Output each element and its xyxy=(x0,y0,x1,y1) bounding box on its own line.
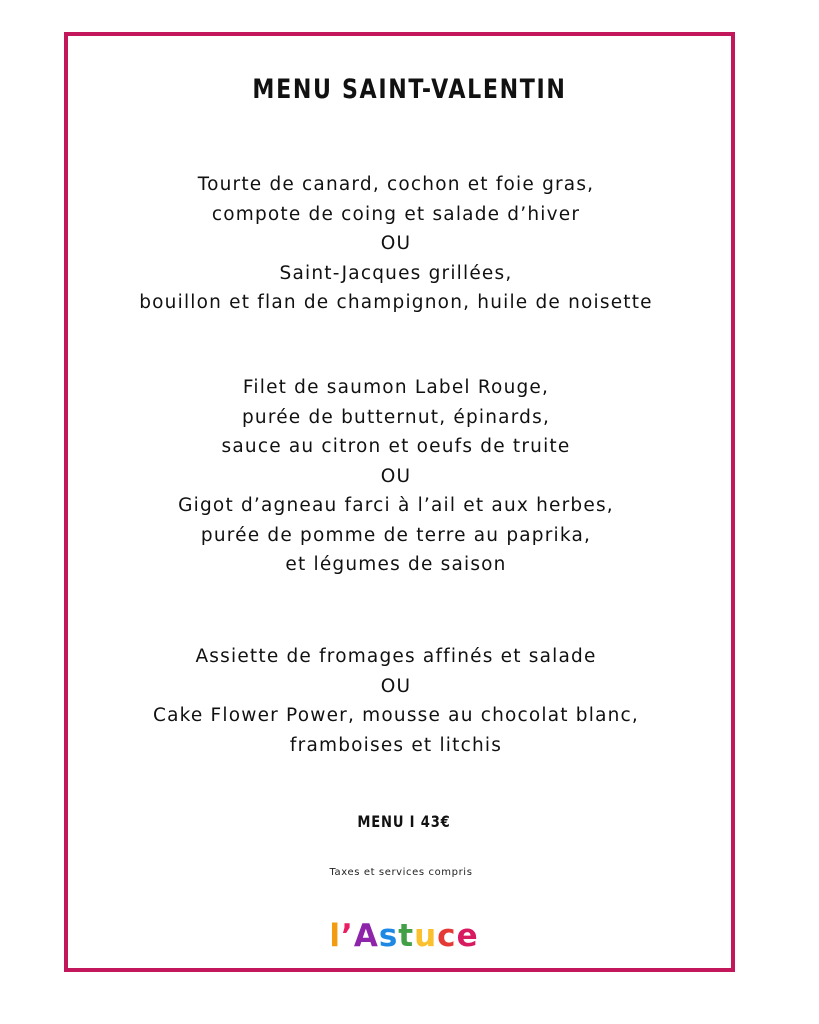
menu-line: OU xyxy=(380,675,412,697)
logo-letter: A xyxy=(353,918,379,954)
menu-line: purée de pomme de terre au paprika, xyxy=(200,524,592,546)
logo-letter: s xyxy=(378,918,399,954)
menu-price: MENU I 43€ xyxy=(357,812,451,831)
course-entrees xyxy=(0,170,792,318)
menu-line: Tourte de canard, cochon et foie gras, xyxy=(197,174,595,195)
logo-letter: t xyxy=(398,918,415,954)
course-plats xyxy=(0,373,792,580)
menu-line: Assiette de fromages affinés et salade xyxy=(195,646,597,667)
menu-line: purée de butternut, épinards, xyxy=(241,406,551,428)
menu-line: OU xyxy=(380,465,412,487)
menu-title: MENU SAINT-VALENTIN xyxy=(252,74,567,105)
menu-line: Gigot d’agneau farci à l’ail et aux herbes, xyxy=(178,495,614,516)
menu-line: sauce au citron et oeufs de truite xyxy=(221,436,571,457)
menu-line: Filet de saumon Label Rouge, xyxy=(242,377,550,398)
logo-letter: e xyxy=(456,918,479,954)
logo-letter: c xyxy=(437,918,457,954)
menu-line: framboises et litchis xyxy=(289,734,503,756)
menu-line: OU xyxy=(380,233,412,254)
taxes-note: Taxes et services compris xyxy=(329,867,473,878)
logo-letter: u xyxy=(414,918,438,954)
menu-line: bouillon et flan de champignon, huile de noisette xyxy=(139,292,653,313)
menu-line: compote de coing et salade d’hiver xyxy=(211,203,581,225)
astuce-logo xyxy=(0,918,808,954)
course-desserts xyxy=(0,642,792,760)
logo-letter: ’ xyxy=(341,918,354,954)
menu-line: Cake Flower Power, mousse au chocolat blanc, xyxy=(152,705,640,726)
menu-line: Saint-Jacques grillées, xyxy=(279,262,513,284)
menu-line: et légumes de saison xyxy=(285,554,507,575)
logo-letter: l xyxy=(329,918,342,954)
